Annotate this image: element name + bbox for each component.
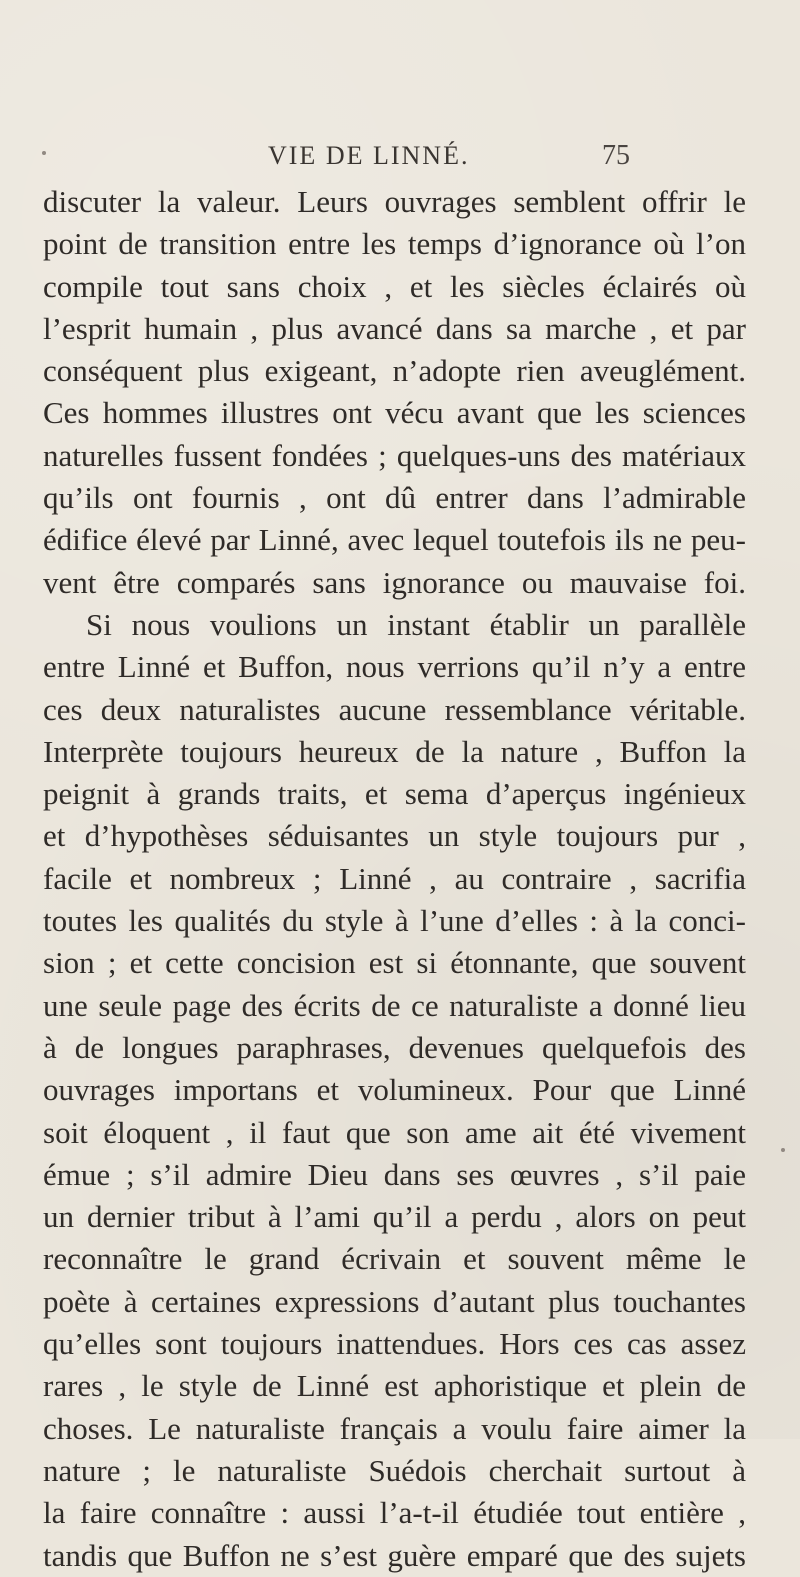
text-line: peignit à grands traits, et sema d’aperçus ingénieux: [43, 776, 746, 812]
text-line: qu’ils ont fournis , ont dû entrer dans l’admirable: [43, 480, 746, 516]
main-text: [43, 181, 746, 1577]
print-speck: [781, 1148, 785, 1152]
text-line: entre Linné et Buffon, nous verrions qu’il n’y a entre: [43, 649, 746, 685]
paragraph-start-line: Si nous voulions un instant établir un parallèle: [86, 606, 746, 642]
text-line: une seule page des écrits de ce naturaliste a donné lieu: [43, 987, 746, 1023]
text-line: conséquent plus exigeant, n’adopte rien aveuglément.: [43, 353, 746, 389]
print-speck: [42, 151, 46, 155]
text-line: poète à certaines expressions d’autant plus touchantes: [43, 1283, 746, 1319]
text-line: Interprète toujours heureux de la nature , Buffon la: [43, 733, 746, 769]
page-header: [0, 141, 800, 181]
text-line: qu’elles sont toujours inattendues. Hors ces cas assez: [43, 1326, 746, 1362]
text-line: choses. Le naturaliste français a voulu faire aimer la: [43, 1410, 746, 1446]
text-line: nature ; le naturaliste Suédois cherchait surtout à: [43, 1452, 746, 1488]
text-line: reconnaître le grand écrivain et souvent même le: [43, 1241, 746, 1277]
text-line: facile et nombreux ; Linné , au contraire , sacrifia: [43, 860, 746, 896]
text-line: la faire connaître : aussi l’a-t-il étudiée tout entière ,: [43, 1495, 746, 1531]
running-title: VIE DE LINNÉ.: [268, 141, 470, 170]
text-line: et d’hypothèses séduisantes un style toujours pur ,: [43, 818, 746, 854]
text-line: un dernier tribut à l’ami qu’il a perdu , alors on peut: [43, 1199, 746, 1235]
text-line: discuter la valeur. Leurs ouvrages semblent offrir le: [43, 184, 746, 219]
text-line: soit éloquent , il faut que son ame ait été vivement: [43, 1114, 746, 1150]
text-line: toutes les qualités du style à l’une d’elles : à la conci-: [43, 903, 746, 939]
text-line: ouvrages importans et volumineux. Pour que Linné: [43, 1072, 746, 1108]
text-line: tandis que Buffon ne s’est guère emparé que des sujets: [43, 1537, 746, 1573]
text-line: émue ; s’il admire Dieu dans ses œuvres , s’il paie: [43, 1156, 746, 1192]
text-line: rares , le style de Linné est aphoristique et plein de: [43, 1368, 746, 1404]
text-line: ces deux naturalistes aucune ressemblance véritable.: [43, 691, 746, 727]
text-line: l’esprit humain , plus avancé dans sa marche , et par: [43, 310, 746, 346]
text-line: à de longues paraphrases, devenues quelquefois des: [43, 1029, 746, 1065]
text-line: naturelles fussent fondées ; quelques-uns des matériaux: [43, 437, 746, 473]
page-number: 75: [602, 140, 630, 171]
text-line: édifice élevé par Linné, avec lequel toutefois ils ne peu-: [43, 522, 746, 558]
text-line: Ces hommes illustres ont vécu avant que les sciences: [43, 395, 746, 431]
text-line: sion ; et cette concision est si étonnante, que souvent: [43, 945, 746, 981]
text-line: compile tout sans choix , et les siècles éclairés où: [43, 268, 746, 304]
text-line: vent être comparés sans ignorance ou mauvaise foi.: [43, 564, 746, 600]
text-line: point de transition entre les temps d’ignorance où l’on: [43, 226, 746, 262]
